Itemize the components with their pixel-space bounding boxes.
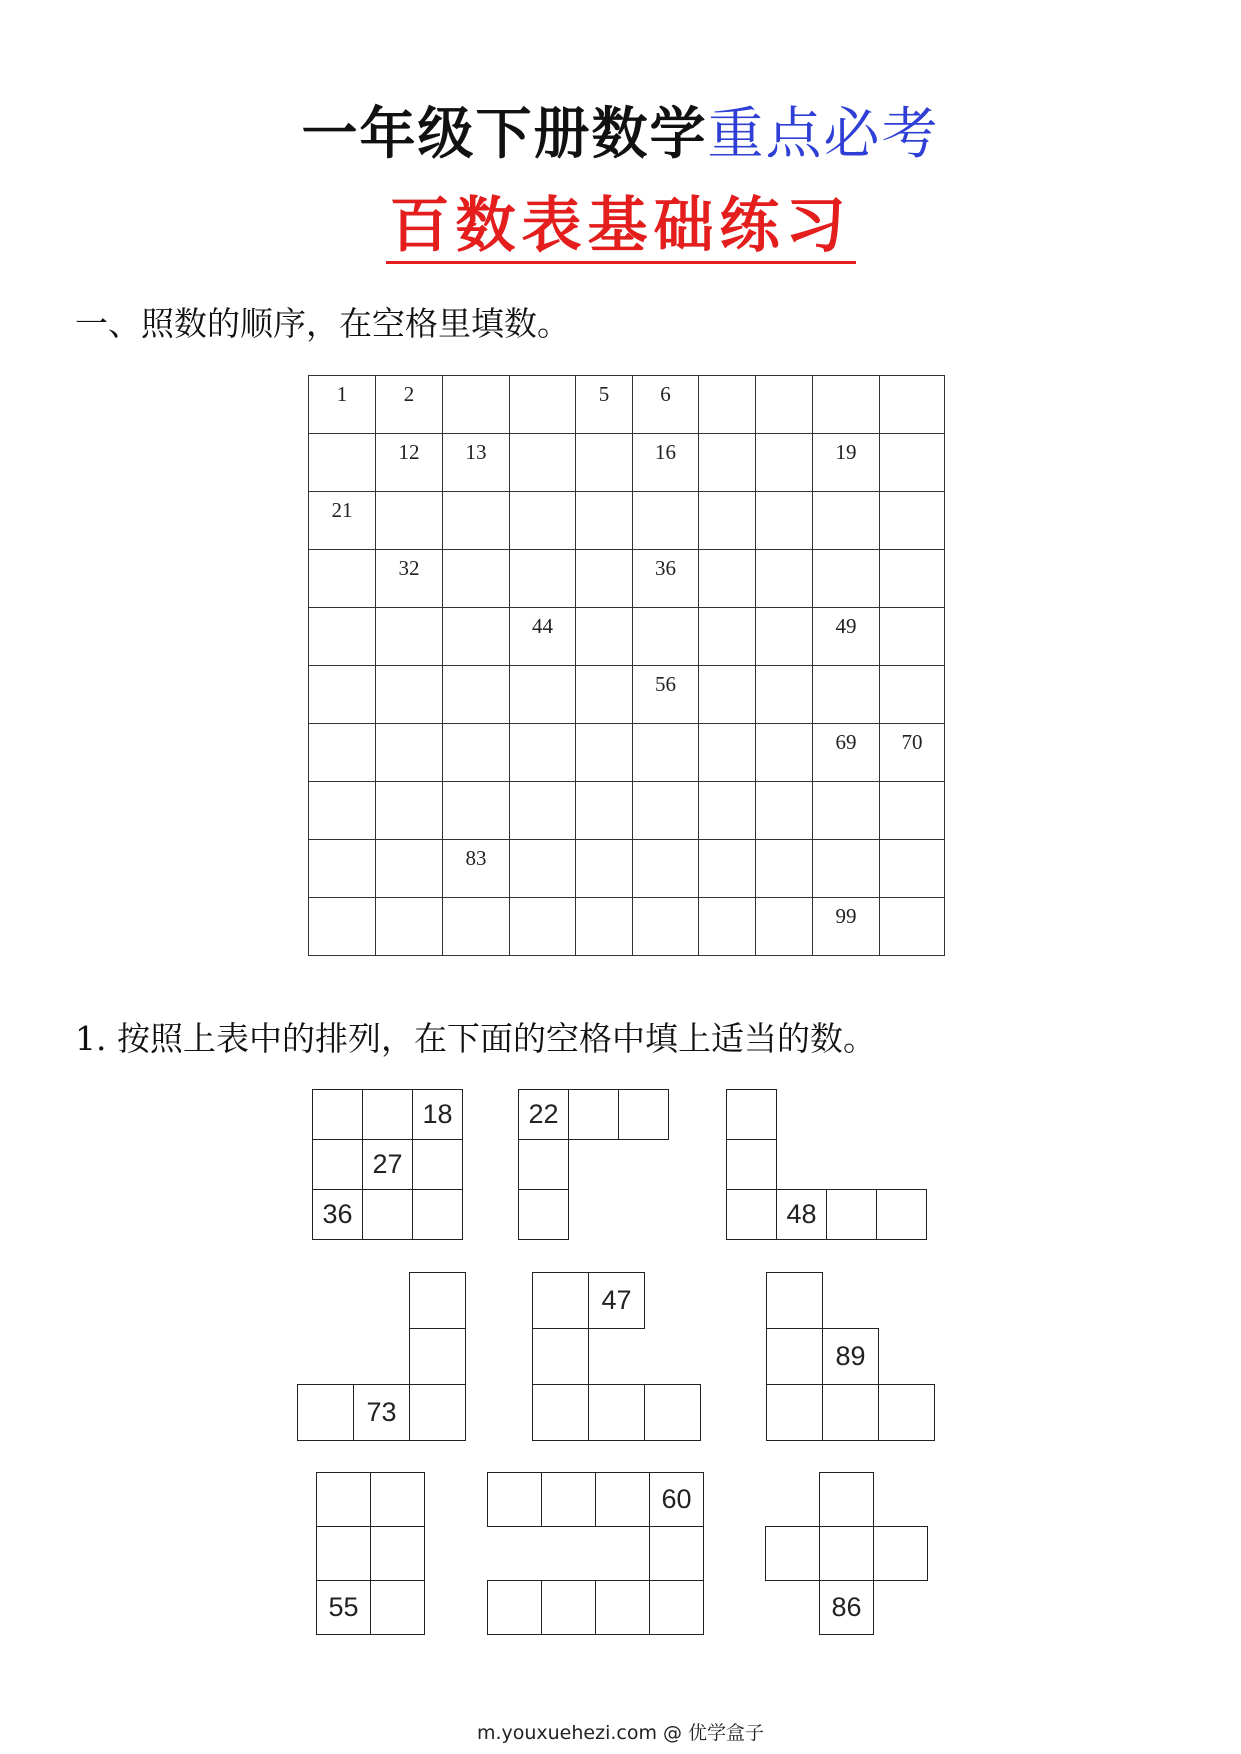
hundred-cell-blank[interactable] [880,608,945,666]
hundred-cell-blank[interactable] [880,666,945,724]
hundred-cell-blank[interactable] [443,724,510,782]
hundred-cell [510,608,576,666]
hundred-cell-blank[interactable] [699,376,756,434]
hundred-cell-blank[interactable] [756,666,813,724]
puzzle-cell-blank[interactable] [518,1139,569,1190]
hundred-cell-blank[interactable] [376,724,443,782]
hundred-cell-blank[interactable] [699,666,756,724]
puzzle-cell-blank[interactable] [649,1526,704,1581]
hundred-cell-value [510,492,575,498]
hundred-cell-value [880,898,944,904]
hundred-row [309,840,945,898]
hundred-cell-value [699,608,755,614]
hundred-cell [813,434,880,492]
puzzle-cell-given: 73 [353,1384,410,1441]
hundred-cell-blank[interactable] [510,782,576,840]
hundred-cell-value [576,550,632,556]
hundred-cell [813,608,880,666]
hundred-cell-value: 2 [403,382,415,406]
puzzle-cell-blank[interactable] [362,1089,413,1140]
hundred-cell-blank[interactable] [699,550,756,608]
hundred-cell-blank[interactable] [813,550,880,608]
hundred-cell-value: 12 [398,440,420,464]
hundred-cell-value [880,376,944,382]
subtitle-text: 百数表基础练习 [386,193,856,264]
hundred-cell [576,376,633,434]
puzzle-cell-blank[interactable] [765,1526,820,1581]
hundred-cell-value: 36 [655,556,676,580]
hundred-cell-value [510,898,575,904]
hundred-cell-value [443,782,509,788]
hundred-cell-blank[interactable] [309,840,376,898]
hundred-cell-blank[interactable] [510,492,576,550]
hundred-cell-value: 69 [835,730,857,754]
hundred-cell-value [699,724,755,730]
title-main: 一年级下册数学 [301,102,708,167]
hundred-cell-value [633,898,698,904]
subtitle [0,193,1241,264]
puzzle-cell-blank[interactable] [726,1189,777,1240]
puzzle-cell-blank[interactable] [518,1189,569,1240]
hundred-cell-value: 44 [532,614,553,638]
hundred-cell-value [576,608,632,614]
hundred-cell-blank[interactable] [309,608,376,666]
puzzle-cell-blank[interactable] [312,1139,363,1190]
hundred-cell-blank[interactable] [756,840,813,898]
hundred-cell-value: 83 [465,846,487,870]
hundred-cell [443,434,510,492]
hundred-cell [376,550,443,608]
hundred-cell-blank[interactable] [309,782,376,840]
hundred-cell-value [309,840,375,846]
page-title [0,90,1241,170]
hundred-cell-value [880,550,944,556]
hundred-cell-blank[interactable] [576,898,633,956]
puzzle-cell-blank[interactable] [409,1272,466,1329]
hundred-cell-value [756,492,812,498]
hundred-cell-value [756,724,812,730]
puzzle-cell-blank[interactable] [819,1472,874,1527]
hundred-cell-value [309,898,375,904]
hundred-cell-blank[interactable] [576,782,633,840]
puzzle-cell-blank[interactable] [595,1580,650,1635]
hundred-cell-value [756,782,812,788]
hundred-cell-value [510,840,575,846]
hundred-cell-value: 56 [655,672,676,696]
hundred-cell-value [699,782,755,788]
hundred-cell-blank[interactable] [633,492,699,550]
puzzle-cell-blank[interactable] [726,1089,777,1140]
hundred-cell-blank[interactable] [633,898,699,956]
hundred-cell-value [756,840,812,846]
hundred-cell-blank[interactable] [376,840,443,898]
hundred-cell-blank[interactable] [576,666,633,724]
hundred-cell-value: 19 [835,440,857,464]
hundred-cell-blank[interactable] [309,550,376,608]
hundred-cell [633,434,699,492]
hundred-cell-value [309,434,375,440]
hundred-cell-blank[interactable] [576,434,633,492]
hundred-cell [633,550,699,608]
hundred-cell-value [576,898,632,904]
hundred-cell-blank[interactable] [699,434,756,492]
puzzle-cell-blank[interactable] [568,1089,619,1140]
hundred-cell-value: 6 [660,382,671,406]
hundred-row [309,898,945,956]
hundred-cell-blank[interactable] [813,376,880,434]
puzzle-cell-blank[interactable] [297,1384,354,1441]
hundred-cell-value [813,492,879,498]
hundred-cell-blank[interactable] [633,724,699,782]
hundred-cell-value [813,666,879,672]
hundred-cell-blank[interactable] [510,550,576,608]
hundred-cell [443,840,510,898]
hundred-cell-value: 5 [598,382,610,406]
hundred-cell [309,376,376,434]
hundred-cell-value [880,608,944,614]
puzzle-cell-blank[interactable] [316,1526,371,1581]
hundred-cell-blank[interactable] [510,724,576,782]
hundred-cell-value [576,492,632,498]
hundred-cell-blank[interactable] [376,782,443,840]
hundred-cell-blank[interactable] [443,666,510,724]
hundred-cell-value [813,550,879,556]
hundred-cell-value [376,782,442,788]
hundred-cell-value [756,666,812,672]
footer-watermark: m.youxuehezi.com @ 优学盒子 [476,1722,765,1744]
hundred-cell-blank[interactable] [813,666,880,724]
hundred-cell-value [756,550,812,556]
puzzle-cell-blank[interactable] [412,1139,463,1190]
hundred-cell-value [443,724,509,730]
hundred-cell-blank[interactable] [756,434,813,492]
puzzle-cell-blank[interactable] [370,1526,425,1581]
hundred-cell-blank[interactable] [880,550,945,608]
hundred-cell-blank[interactable] [633,840,699,898]
hundred-cell-blank[interactable] [510,666,576,724]
puzzle-cell-given: 27 [362,1139,413,1190]
puzzle-cell-blank[interactable] [766,1272,823,1329]
hundred-cell-value [699,666,755,672]
puzzle-cell-blank[interactable] [822,1384,879,1441]
hundred-cell-blank[interactable] [756,782,813,840]
hundred-cell-value [443,550,509,556]
hundred-cell-blank[interactable] [510,840,576,898]
puzzle-cell-blank[interactable] [541,1580,596,1635]
hundred-cell-value [309,724,375,730]
hundred-row [309,666,945,724]
hundred-cell-blank[interactable] [699,782,756,840]
hundred-cell-blank[interactable] [443,492,510,550]
hundred-cell [633,666,699,724]
hundred-chart [308,375,945,956]
hundred-row [309,376,945,434]
hundred-cell-value [376,492,442,498]
hundred-cell-blank[interactable] [699,724,756,782]
hundred-cell-value [699,492,755,498]
hundred-cell-value [376,724,442,730]
puzzle-cell-blank[interactable] [588,1384,645,1441]
hundred-cell-blank[interactable] [376,666,443,724]
hundred-cell-blank[interactable] [880,492,945,550]
puzzle-cell-given: 60 [649,1472,704,1527]
hundred-cell-value [633,724,698,730]
hundred-cell-value [376,608,442,614]
puzzle-cell-blank[interactable] [878,1384,935,1441]
hundred-cell-blank[interactable] [633,608,699,666]
puzzle-cell-blank[interactable] [541,1472,596,1527]
puzzle-cell-blank[interactable] [726,1139,777,1190]
hundred-cell-blank[interactable] [756,550,813,608]
hundred-cell-value: 70 [901,730,923,754]
hundred-cell-blank[interactable] [376,492,443,550]
hundred-cell-blank[interactable] [443,782,510,840]
hundred-cell-value [880,666,944,672]
puzzle-cell-blank[interactable] [532,1328,589,1385]
puzzle-cell-blank[interactable] [409,1384,466,1441]
hundred-cell-value [756,376,812,382]
hundred-cell-blank[interactable] [880,898,945,956]
puzzle-cell-blank[interactable] [370,1472,425,1527]
hundred-cell-blank[interactable] [880,782,945,840]
hundred-cell-value: 13 [465,440,487,464]
puzzle-cell-blank[interactable] [644,1384,701,1441]
hundred-cell-blank[interactable] [813,782,880,840]
hundred-cell-value [510,724,575,730]
hundred-cell-value [633,782,698,788]
hundred-cell-value [699,898,755,904]
puzzle-cell-blank[interactable] [766,1384,823,1441]
hundred-cell-blank[interactable] [699,608,756,666]
hundred-cell-value: 16 [655,440,676,464]
puzzle-cell-given: 22 [518,1089,569,1140]
puzzle-cell-blank[interactable] [876,1189,927,1240]
hundred-cell-blank[interactable] [699,898,756,956]
hundred-cell-value [633,492,698,498]
hundred-cell-value [576,666,632,672]
hundred-cell-blank[interactable] [309,724,376,782]
hundred-cell-value [880,492,944,498]
hundred-cell-value [813,840,879,846]
section-heading: 一、照数的顺序，在空格里填数。 [75,304,570,343]
hundred-cell-blank[interactable] [443,376,510,434]
hundred-cell-blank[interactable] [443,898,510,956]
puzzle-cell-blank[interactable] [487,1472,542,1527]
hundred-cell-value: 32 [398,556,420,580]
hundred-cell [813,898,880,956]
hundred-cell-blank[interactable] [576,608,633,666]
hundred-cell-value [699,376,755,382]
hundred-cell-blank[interactable] [756,376,813,434]
hundred-cell-blank[interactable] [699,840,756,898]
hundred-cell-blank[interactable] [756,724,813,782]
hundred-cell [376,376,443,434]
hundred-cell-blank[interactable] [880,434,945,492]
puzzle-cell-blank[interactable] [409,1328,466,1385]
hundred-cell-value: 1 [336,382,348,406]
puzzle-cell-blank[interactable] [618,1089,669,1140]
hundred-cell-blank[interactable] [756,492,813,550]
hundred-cell-value [880,434,944,440]
hundred-cell-value [510,550,575,556]
hundred-cell-value [376,898,442,904]
puzzle-cell-blank[interactable] [766,1328,823,1385]
hundred-cell-blank[interactable] [756,608,813,666]
puzzle-cell-given: 36 [312,1189,363,1240]
hundred-cell-blank[interactable] [376,608,443,666]
hundred-cell-value [756,434,812,440]
hundred-cell-value [443,608,509,614]
hundred-cell-blank[interactable] [309,666,376,724]
hundred-cell [813,724,880,782]
hundred-cell-value [309,550,375,556]
hundred-cell-blank[interactable] [756,898,813,956]
hundred-cell-value [309,666,375,672]
hundred-cell-blank[interactable] [813,840,880,898]
question-text: 1. 按照上表中的排列，在下面的空格中填上适当的数。 [75,1019,876,1058]
hundred-cell-value [510,434,575,440]
hundred-cell-value [633,840,698,846]
puzzle-cell-blank[interactable] [316,1472,371,1527]
hundred-cell-value [576,434,632,440]
hundred-cell-value: 21 [331,498,353,522]
hundred-cell-value [756,898,812,904]
puzzle-cell-blank[interactable] [873,1526,928,1581]
hundred-cell-blank[interactable] [510,898,576,956]
hundred-cell-value [443,666,509,672]
hundred-cell-value [699,434,755,440]
hundred-cell-value [576,724,632,730]
title-highlight: 重点必考 [707,102,940,167]
hundred-cell-value [443,492,509,498]
hundred-cell-value [443,898,509,904]
hundred-cell-blank[interactable] [309,898,376,956]
hundred-cell-value [510,666,575,672]
hundred-row [309,492,945,550]
hundred-cell [309,492,376,550]
hundred-cell-value [309,608,375,614]
hundred-cell-blank[interactable] [880,376,945,434]
hundred-cell-blank[interactable] [309,434,376,492]
hundred-cell-value [376,666,442,672]
hundred-cell-blank[interactable] [510,434,576,492]
hundred-row [309,724,945,782]
hundred-cell-value [633,608,698,614]
puzzle-cell-given: 55 [316,1580,371,1635]
puzzle-cell-blank[interactable] [412,1189,463,1240]
puzzle-cell-blank[interactable] [312,1089,363,1140]
puzzle-cell-blank[interactable] [532,1272,589,1329]
hundred-cell [633,376,699,434]
puzzle-cell-blank[interactable] [819,1526,874,1581]
hundred-row [309,550,945,608]
hundred-cell-value [813,376,879,382]
hundred-cell [880,724,945,782]
puzzle-cell-given: 18 [412,1089,463,1140]
hundred-cell-blank[interactable] [576,724,633,782]
hundred-cell-value [756,608,812,614]
puzzle-cell-given: 48 [776,1189,827,1240]
puzzle-cell-blank[interactable] [649,1580,704,1635]
hundred-cell-value [699,840,755,846]
hundred-cell-value [376,840,442,846]
hundred-cell-blank[interactable] [510,376,576,434]
hundred-cell-blank[interactable] [576,550,633,608]
hundred-cell-value [576,840,632,846]
hundred-cell [376,434,443,492]
hundred-row [309,434,945,492]
hundred-cell-value [576,782,632,788]
hundred-cell-blank[interactable] [880,840,945,898]
hundred-cell-value [309,782,375,788]
hundred-cell-blank[interactable] [443,550,510,608]
hundred-cell-value [443,376,509,382]
hundred-row [309,782,945,840]
puzzle-cell-blank[interactable] [532,1384,589,1441]
hundred-cell-value [880,782,944,788]
hundred-cell-value: 49 [835,614,857,638]
hundred-cell-blank[interactable] [443,608,510,666]
puzzle-cell-blank[interactable] [487,1580,542,1635]
hundred-cell-blank[interactable] [699,492,756,550]
hundred-cell-value [510,782,575,788]
puzzle-cell-given: 89 [822,1328,879,1385]
puzzle-cell-blank[interactable] [362,1189,413,1240]
puzzle-cell-blank[interactable] [595,1472,650,1527]
hundred-cell-blank[interactable] [813,492,880,550]
hundred-cell-blank[interactable] [576,492,633,550]
hundred-cell-value [699,550,755,556]
hundred-cell-blank[interactable] [633,782,699,840]
hundred-cell-value [813,782,879,788]
puzzle-cell-blank[interactable] [826,1189,877,1240]
puzzle-cell-given: 47 [588,1272,645,1329]
hundred-cell-value: 99 [835,904,857,928]
hundred-cell-value [510,376,575,382]
hundred-cell-blank[interactable] [376,898,443,956]
hundred-cell-blank[interactable] [576,840,633,898]
puzzle-cell-given: 86 [819,1580,874,1635]
hundred-row [309,608,945,666]
hundred-cell-value [880,840,944,846]
puzzle-cell-blank[interactable] [370,1580,425,1635]
